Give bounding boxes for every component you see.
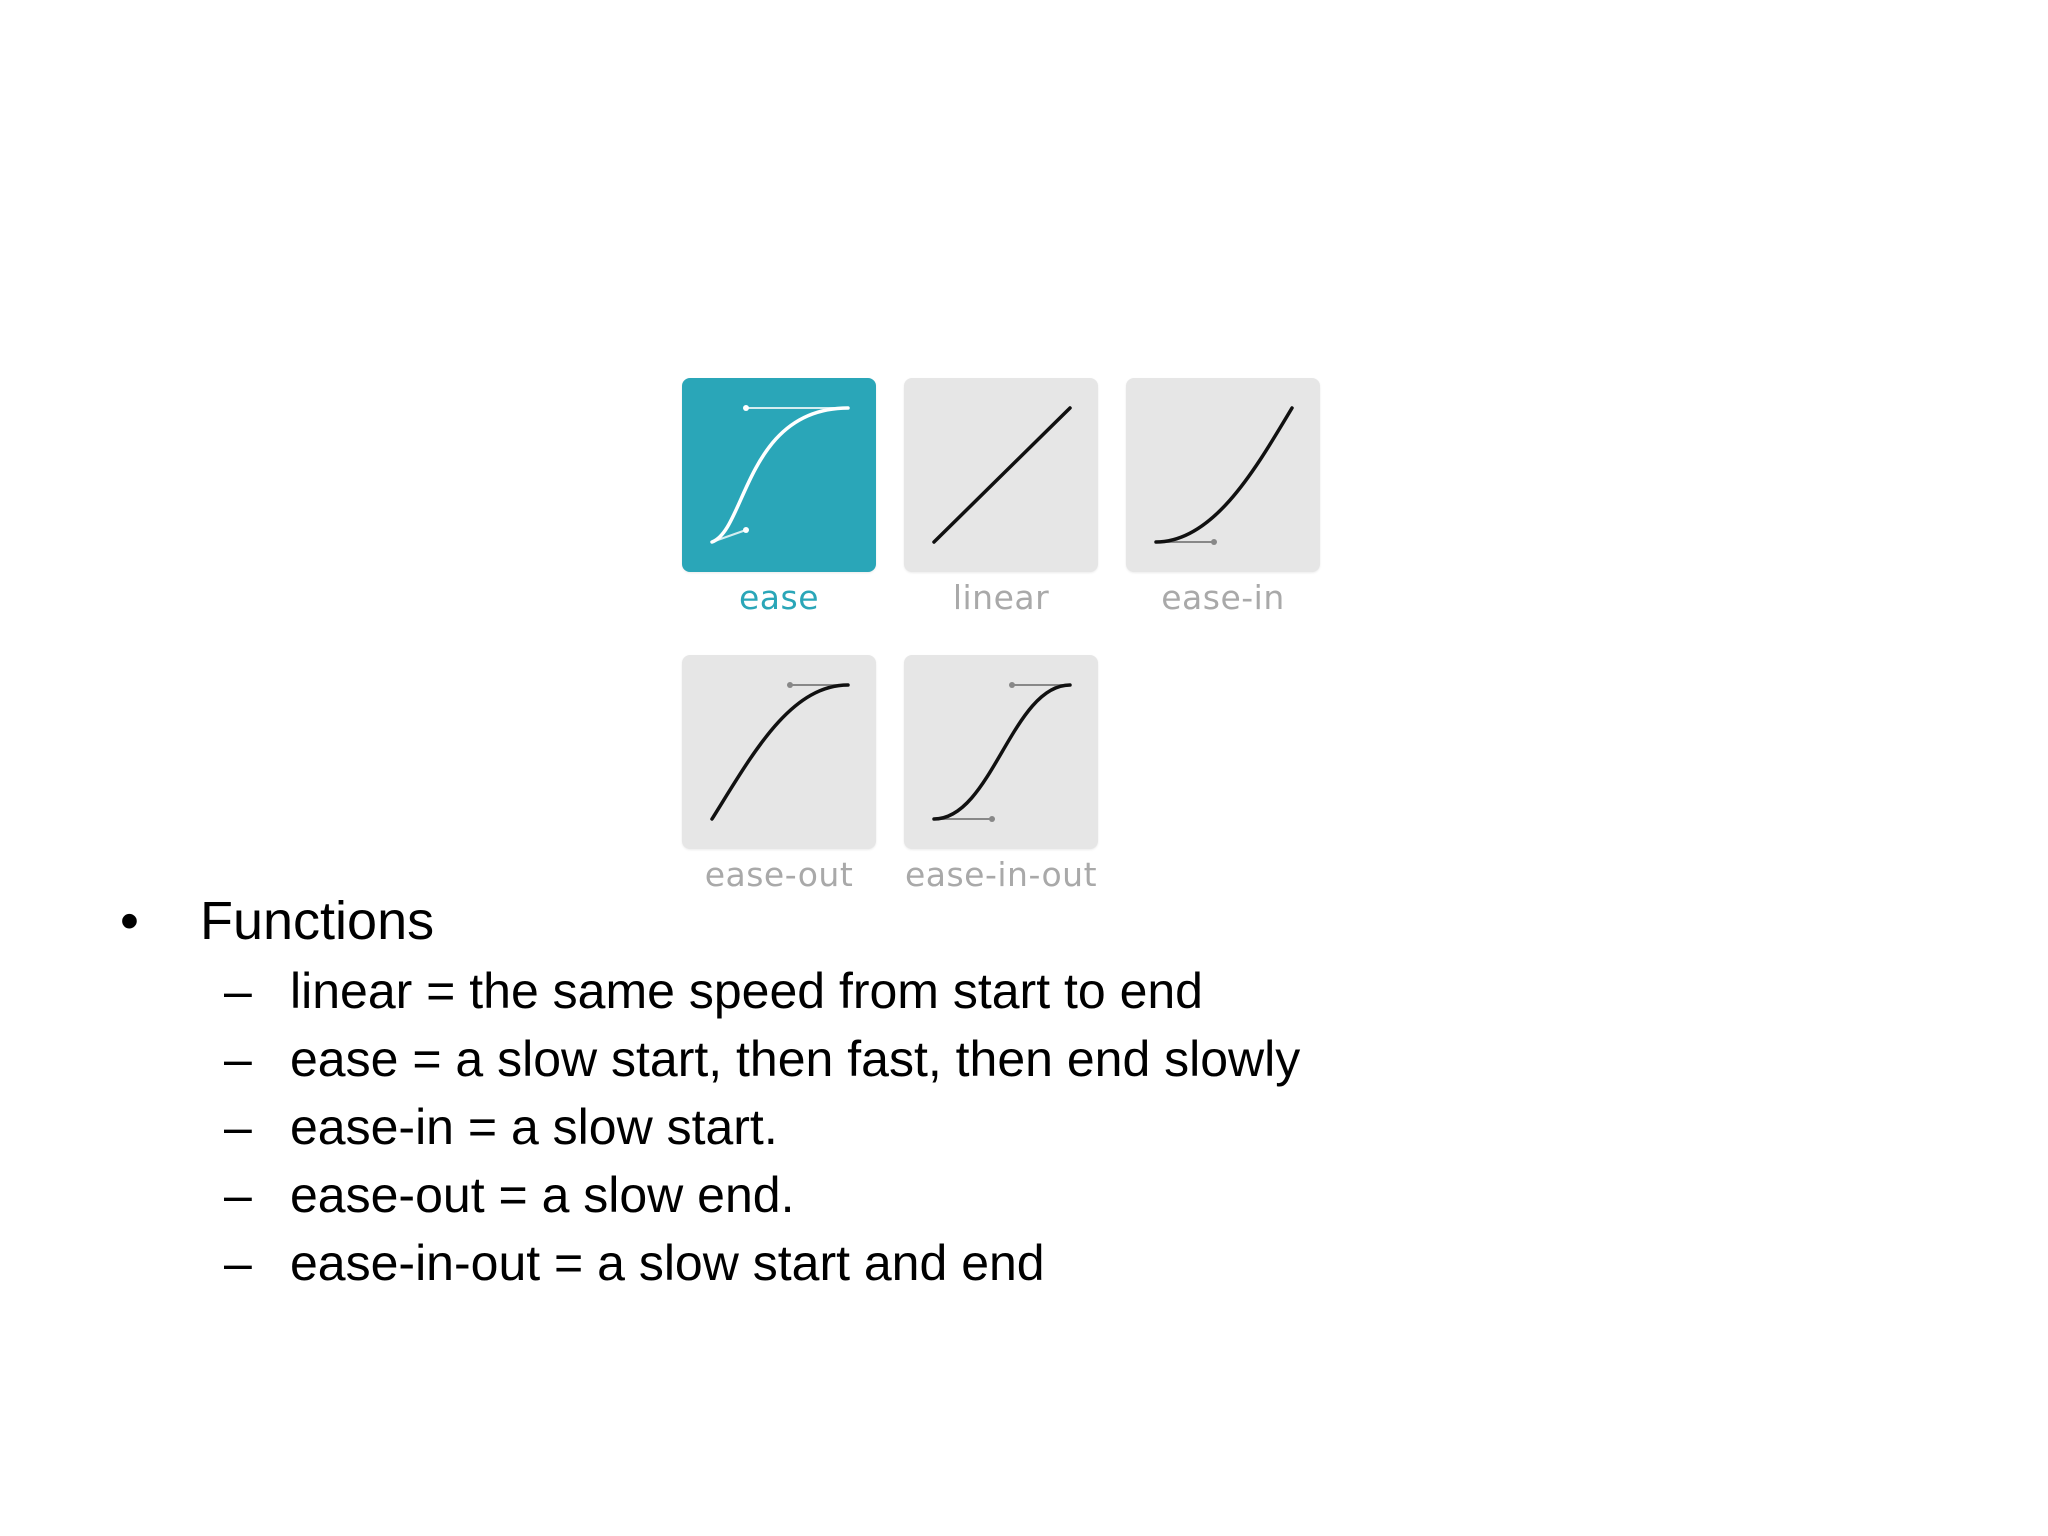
dash-icon: – [224,1031,252,1087]
bullet-heading-text: Functions [200,891,435,951]
list-item-text: ease-in = a slow start. [290,1099,778,1155]
dash-icon: – [224,1099,252,1155]
easing-tile-ease-in-out[interactable] [904,655,1098,849]
list-item-text: ease = a slow start, then fast, then end slowly [290,1031,1301,1087]
tile-label-ease-in: ease-in [1161,578,1285,617]
tile-label-linear: linear [952,578,1050,617]
tile-label-ease: ease [738,578,820,617]
ease-curve-icon [682,378,876,572]
ease-in-out-curve-icon [904,655,1098,849]
list-item-text: ease-in-out = a slow start and end [290,1235,1045,1291]
easing-tile-ease-in[interactable] [1126,378,1320,572]
list-item-text: linear = the same speed from start to end [290,963,1203,1019]
easing-tile-ease[interactable] [682,378,876,572]
list-item-text: ease-out = a slow end. [290,1167,795,1223]
easing-tile-ease-out[interactable] [682,655,876,849]
dash-icon: – [224,1167,252,1223]
dash-icon: – [224,1235,252,1291]
linear-curve-icon [904,378,1098,572]
dash-icon: – [224,963,252,1019]
ease-out-curve-icon [682,655,876,849]
tile-label-ease-out: ease-out [704,855,854,894]
tile-label-ease-in-out: ease-in-out [904,855,1098,894]
easing-tile-linear[interactable] [904,378,1098,572]
ease-in-curve-icon [1126,378,1320,572]
bullet-dot-icon: • [120,891,139,951]
